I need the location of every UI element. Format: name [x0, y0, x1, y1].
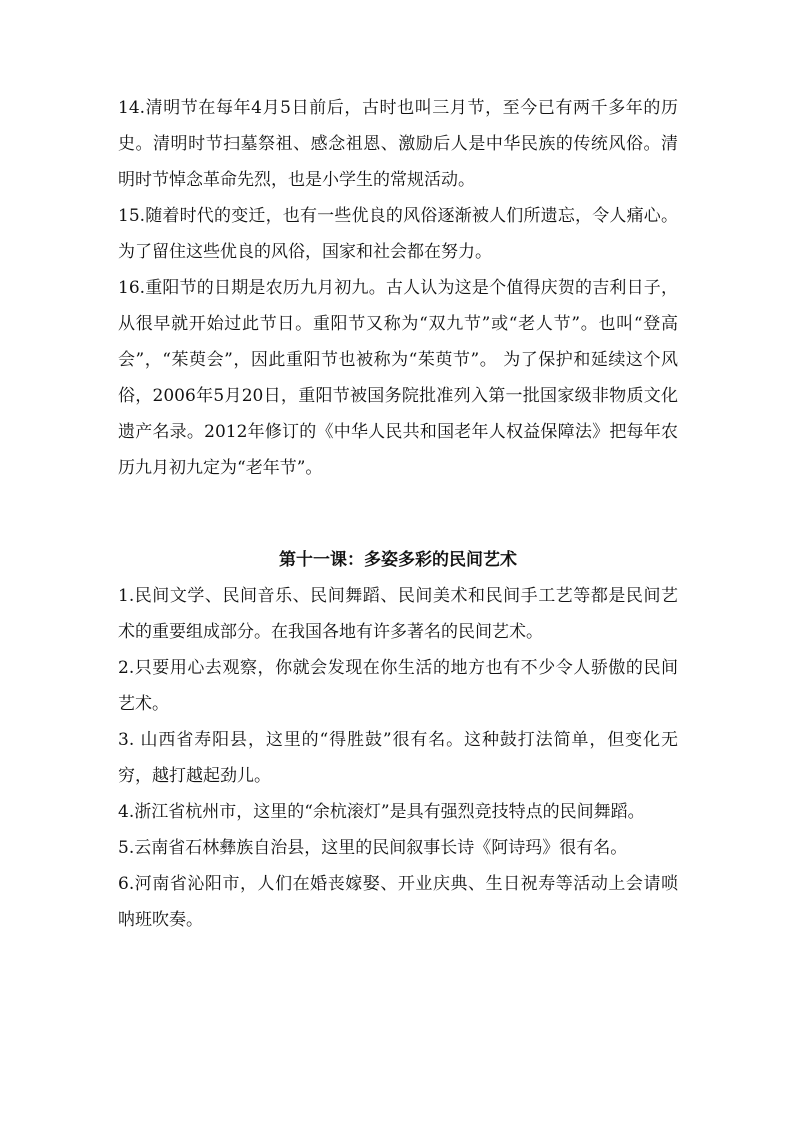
lesson-item-6: 6.河南省沁阳市，人们在婚丧嫁娶、开业庆典、生日祝寿等活动上会请唢呐班吹奏。 [118, 874, 678, 930]
paragraph-item-14: 14.清明节在每年4月5日前后，古时也叫三月节，至今已有两千多年的历史。清明时节扫墓祭祖、感念祖恩、激励后人是中华民族的传统风俗。清明时节悼念革命先烈，也是小学生的常规活动。 [118, 98, 678, 190]
section-gap [118, 486, 678, 522]
paragraph-item-15: 15.随着时代的变迁，也有一些优良的风俗逐渐被人们所遗忘，令人痛心。为了留住这些优良的风俗，国家和社会都在努力。 [118, 206, 678, 262]
paragraph-item-16: 16.重阳节的日期是农历九月初九。古人认为这是个值得庆贺的吉利日子，从很早就开始过此节日。重阳节又称为“双九节”或“老人节”。也叫“登高会”，“茱萸会”，因此重阳节也被称为“茱萸节”。 为了保护和延续这个风俗，2006年5月20日，重阳节被国务院批准列入第一批国家级非物质文化遗产名录。2012年修订的《中华人民共和国老年人权益保障法》把每年农历九月初九定为“老年节”。 [118, 278, 678, 478]
lesson-item-4: 4.浙江省杭州市，这里的“余杭滚灯”是具有强烈竞技特点的民间舞蹈。 [118, 802, 645, 822]
lesson-item-2: 2.只要用心去观察，你就会发现在你生活的地方也有不少令人骄傲的民间艺术。 [118, 658, 678, 714]
lesson-item-1: 1.民间文学、民间音乐、民间舞蹈、民间美术和民间手工艺等都是民间艺术的重要组成部分。在我国各地有许多著名的民间艺术。 [118, 586, 678, 642]
lesson-title: 第十一课：多姿多彩的民间艺术 [279, 550, 517, 570]
lesson-item-3: 3. 山西省寿阳县，这里的“得胜鼓”很有名。这种鼓打法简单，但变化无穷，越打越起劲儿。 [118, 730, 678, 786]
document-body [118, 90, 678, 938]
section-gap [118, 522, 678, 542]
lesson-item-5: 5.云南省石林彝族自治县，这里的民间叙事长诗《阿诗玛》很有名。 [118, 838, 628, 858]
